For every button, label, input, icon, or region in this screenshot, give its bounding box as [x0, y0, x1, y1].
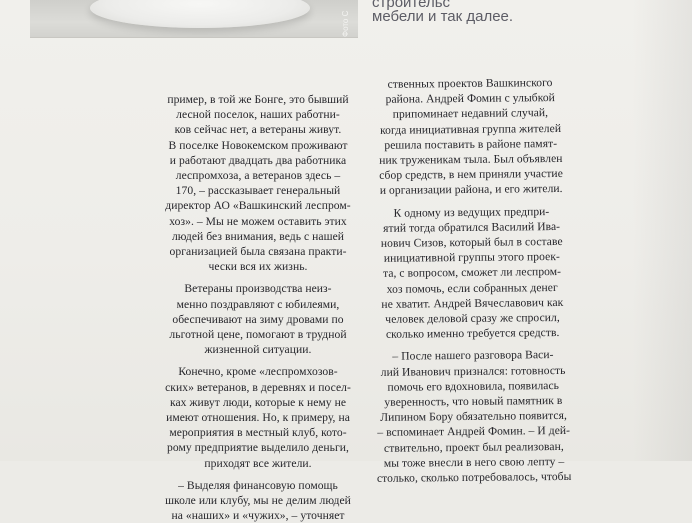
text-line: Липином Бору обязательно появится,: [380, 409, 567, 425]
text-line: имеют отношения. Но, к примеру, на: [166, 411, 350, 425]
text-line: Конечно, кроме «леспромхозов-: [178, 365, 338, 379]
text-line: не хватит. Андрей Вячеславович как: [381, 295, 564, 311]
text-line: жизненной ситуации.: [204, 343, 312, 357]
text-line: припоминает недавний случай,: [392, 106, 549, 122]
photo-object: [90, 0, 310, 28]
text-line: В поселке Новокемском проживают: [168, 138, 348, 152]
text-line: ков сейчас нет, а ветераны живут.: [174, 123, 342, 137]
text-line: – Выделяя финансовую помощь: [178, 478, 338, 492]
article-column-right: [365, 75, 579, 486]
text-line: ствительно, проект был реализован,: [383, 439, 564, 455]
text-line: помочь его вдохновила, появилась: [387, 378, 560, 394]
photo-credit: Фото С: [341, 10, 350, 37]
text-line: на «наших» и «чужих», – уточняет: [171, 509, 345, 523]
text-line: – После нашего разговора Васи-: [392, 348, 554, 364]
text-line: хоз помочь, если собранных денег: [386, 280, 558, 296]
text-line: человек деловой сразу же спросил,: [385, 311, 560, 326]
text-line: та, с вопросом, сможет ли леспром-: [382, 265, 562, 281]
text-line: директор АО «Вашкинский леспром-: [165, 199, 351, 213]
text-line: пример, в той же Бонге, это бывший: [167, 93, 349, 106]
text-line: рому предприятие выделило деньги,: [167, 441, 349, 455]
text-line: хоз». – Мы не можем оставить этих: [169, 214, 347, 228]
text-line: лий Иванович признался: готовность: [380, 363, 566, 379]
text-line: и организации района, и его жители.: [379, 182, 563, 198]
text-line: ник труженикам тыла. Был объявлен: [379, 151, 563, 167]
text-line: обеспечивают на зиму дровами по: [172, 312, 344, 326]
text-line: сбор средств, в нем приняли участие: [379, 167, 563, 183]
text-line: нович Сизов, который был в составе: [380, 234, 563, 250]
text-line: ственных проектов Вашкинского: [387, 76, 553, 91]
text-line: школе или клубу, мы не делим людей: [165, 494, 351, 508]
caption-line-1: строительс: [372, 0, 451, 11]
text-line: К одному из ведущих предпри-: [393, 204, 550, 220]
text-line: уверенность, что новый памятник в: [384, 394, 563, 409]
margin-mark: [0, 26, 30, 40]
text-line: когда инициативная группа жителей: [379, 121, 562, 137]
text-line: мероприятия в местный клуб, кото-: [169, 426, 347, 440]
caption-line-2: мебели и так далее.: [372, 8, 514, 25]
text-line: приходят все жители.: [204, 456, 312, 470]
text-line: 170, – рассказывает генеральный: [175, 184, 341, 198]
text-line: инициативной группы этого проек-: [383, 250, 560, 266]
page-curl-shadow: [632, 0, 692, 461]
text-line: – вспоминает Андрей Фомин. – И дей-: [377, 424, 571, 440]
text-line: мы тоже внесли в него свою лепту –: [383, 454, 565, 470]
text-line: и работают двадцать два работника: [169, 153, 347, 167]
text-line: леспромхоза, а ветеранов здесь –: [175, 169, 341, 183]
top-photo: [30, 0, 358, 38]
article-column-left: [158, 92, 358, 523]
text-line: столько, сколько потребовалось, чтобы: [376, 469, 572, 485]
text-line: менно поздравляют с юбилеями,: [176, 297, 340, 311]
text-line: сколько именно требуется средств.: [385, 326, 560, 342]
text-line: чески вся их жизнь.: [208, 260, 308, 274]
text-line: Ветераны производства неиз-: [184, 282, 332, 296]
text-line: ских» ветеранов, в деревнях и посел-: [165, 380, 351, 394]
text-line: льготной цене, помогают в трудной: [169, 328, 347, 342]
text-line: ятий тогда обратился Василий Ива-: [383, 219, 561, 235]
text-line: лесной поселок, наших работни-: [176, 108, 340, 122]
text-line: района. Андрей Фомин с улыбкой: [385, 91, 555, 106]
text-line: людей без внимания, ведь с нашей: [171, 229, 345, 243]
text-line: решила поставить в районе памят-: [384, 136, 558, 152]
text-line: организацией была связана практи-: [169, 245, 347, 259]
text-line: ках живут люди, которые к нему не: [169, 395, 347, 409]
